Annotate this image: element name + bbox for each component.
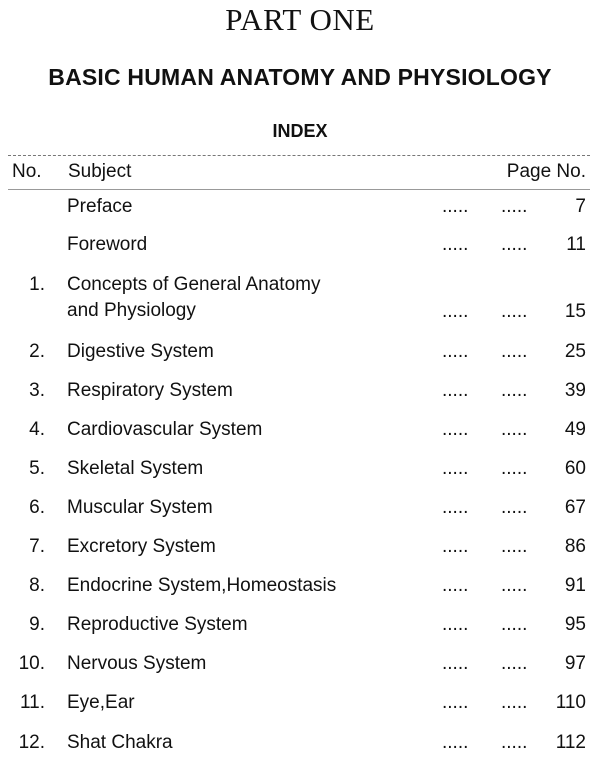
entry-number: 2. bbox=[29, 341, 45, 362]
entry-number: 8. bbox=[29, 575, 45, 596]
entry-page-number: 11 bbox=[566, 234, 586, 255]
column-header-row bbox=[0, 161, 600, 185]
leader-dots: ..... bbox=[442, 301, 469, 322]
entry-subject bbox=[67, 730, 173, 756]
entry-page-number: 7 bbox=[575, 196, 586, 217]
entry-subject bbox=[67, 339, 214, 365]
leader-dots: ..... bbox=[442, 536, 469, 557]
leader-dots: ..... bbox=[501, 341, 528, 362]
entry-page-number: 15 bbox=[564, 301, 586, 322]
entry-subject bbox=[67, 495, 213, 521]
entry-subject-line1: Digestive System bbox=[67, 341, 214, 362]
part-title: PART ONE bbox=[225, 2, 375, 37]
entry-subject-line1: Shat Chakra bbox=[67, 732, 173, 753]
column-header-subject: Subject bbox=[68, 161, 132, 182]
entry-subject-line1: Nervous System bbox=[67, 653, 207, 674]
leader-dots: ..... bbox=[501, 692, 528, 713]
entry-subject bbox=[67, 417, 262, 443]
leader-dots: ..... bbox=[501, 458, 528, 479]
entry-subject bbox=[67, 194, 132, 220]
entry-page-number: 60 bbox=[564, 458, 586, 479]
leader-dots: ..... bbox=[442, 653, 469, 674]
book-title: BASIC HUMAN ANATOMY AND PHYSIOLOGY bbox=[48, 64, 552, 90]
entry-subject-line1: Excretory System bbox=[67, 536, 216, 557]
leader-dots: ..... bbox=[442, 380, 469, 401]
entry-page-number: 86 bbox=[564, 536, 586, 557]
entry-subject bbox=[67, 573, 336, 599]
column-header-no: No. bbox=[12, 161, 42, 182]
leader-dots: ..... bbox=[442, 458, 469, 479]
entry-subject-line1: Respiratory System bbox=[67, 380, 233, 401]
leader-dots: ..... bbox=[501, 419, 528, 440]
entry-subject-line1: Reproductive System bbox=[67, 614, 248, 635]
leader-dots: ..... bbox=[501, 653, 528, 674]
entry-subject bbox=[67, 612, 248, 638]
entry-page-number: 110 bbox=[555, 692, 586, 713]
entry-number: 4. bbox=[29, 419, 45, 440]
entry-subject bbox=[67, 651, 206, 677]
leader-dots: ..... bbox=[442, 614, 469, 635]
leader-dots: ..... bbox=[501, 234, 528, 255]
entry-subject bbox=[67, 456, 203, 482]
leader-dots: ..... bbox=[442, 419, 469, 440]
leader-dots: ..... bbox=[442, 575, 469, 596]
entry-page-number: 91 bbox=[564, 575, 586, 596]
entry-number: 3. bbox=[29, 380, 45, 401]
entry-subject-line1: Eye,Ear bbox=[67, 692, 135, 713]
entry-subject-line1: Skeletal System bbox=[67, 458, 204, 479]
entry-number: 7. bbox=[29, 536, 45, 557]
entry-subject bbox=[67, 534, 216, 560]
entry-subject-line1: Cardiovascular System bbox=[67, 419, 263, 440]
leader-dots: ..... bbox=[442, 497, 469, 518]
entry-subject bbox=[67, 378, 233, 404]
entry-number: 10. bbox=[18, 653, 45, 674]
entry-number: 12. bbox=[18, 732, 45, 753]
entry-subject bbox=[67, 232, 147, 258]
entry-subject-line1: Foreword bbox=[67, 234, 148, 255]
leader-dots: ..... bbox=[442, 234, 469, 255]
leader-dots: ..... bbox=[501, 732, 528, 753]
header-divider bbox=[8, 189, 590, 190]
leader-dots: ..... bbox=[501, 301, 528, 322]
entry-page-number: 95 bbox=[564, 614, 586, 635]
column-header-page: Page No. bbox=[506, 161, 586, 182]
entry-number: 11. bbox=[19, 692, 45, 713]
entry-subject-line1: Endocrine System,Homeostasis bbox=[67, 575, 337, 596]
index-heading: INDEX bbox=[272, 121, 328, 141]
entry-page-number: 67 bbox=[564, 497, 586, 518]
top-divider bbox=[8, 155, 590, 156]
entry-number: 9. bbox=[29, 614, 45, 635]
leader-dots: ..... bbox=[501, 196, 528, 217]
entry-subject-line1: Concepts of General Anatomy bbox=[67, 274, 321, 295]
leader-dots: ..... bbox=[501, 497, 528, 518]
leader-dots: ..... bbox=[501, 536, 528, 557]
entry-subject-line1: Muscular System bbox=[67, 497, 213, 518]
entry-subject bbox=[67, 272, 320, 324]
leader-dots: ..... bbox=[442, 196, 469, 217]
entry-page-number: 39 bbox=[564, 380, 586, 401]
leader-dots: ..... bbox=[442, 732, 469, 753]
leader-dots: ..... bbox=[442, 692, 469, 713]
entry-number: 6. bbox=[29, 497, 45, 518]
entry-page-number: 97 bbox=[564, 653, 586, 674]
entry-subject-line1: Preface bbox=[67, 196, 133, 217]
entry-page-number: 25 bbox=[564, 341, 586, 362]
entry-subject bbox=[67, 690, 135, 716]
entry-page-number: 112 bbox=[555, 732, 586, 753]
entry-page-number: 49 bbox=[564, 419, 586, 440]
leader-dots: ..... bbox=[442, 341, 469, 362]
leader-dots: ..... bbox=[501, 380, 528, 401]
entry-number: 1. bbox=[29, 274, 45, 295]
leader-dots: ..... bbox=[501, 575, 528, 596]
leader-dots: ..... bbox=[501, 614, 528, 635]
entry-subject-line2: and Physiology bbox=[67, 300, 196, 321]
entry-number: 5. bbox=[29, 458, 45, 479]
